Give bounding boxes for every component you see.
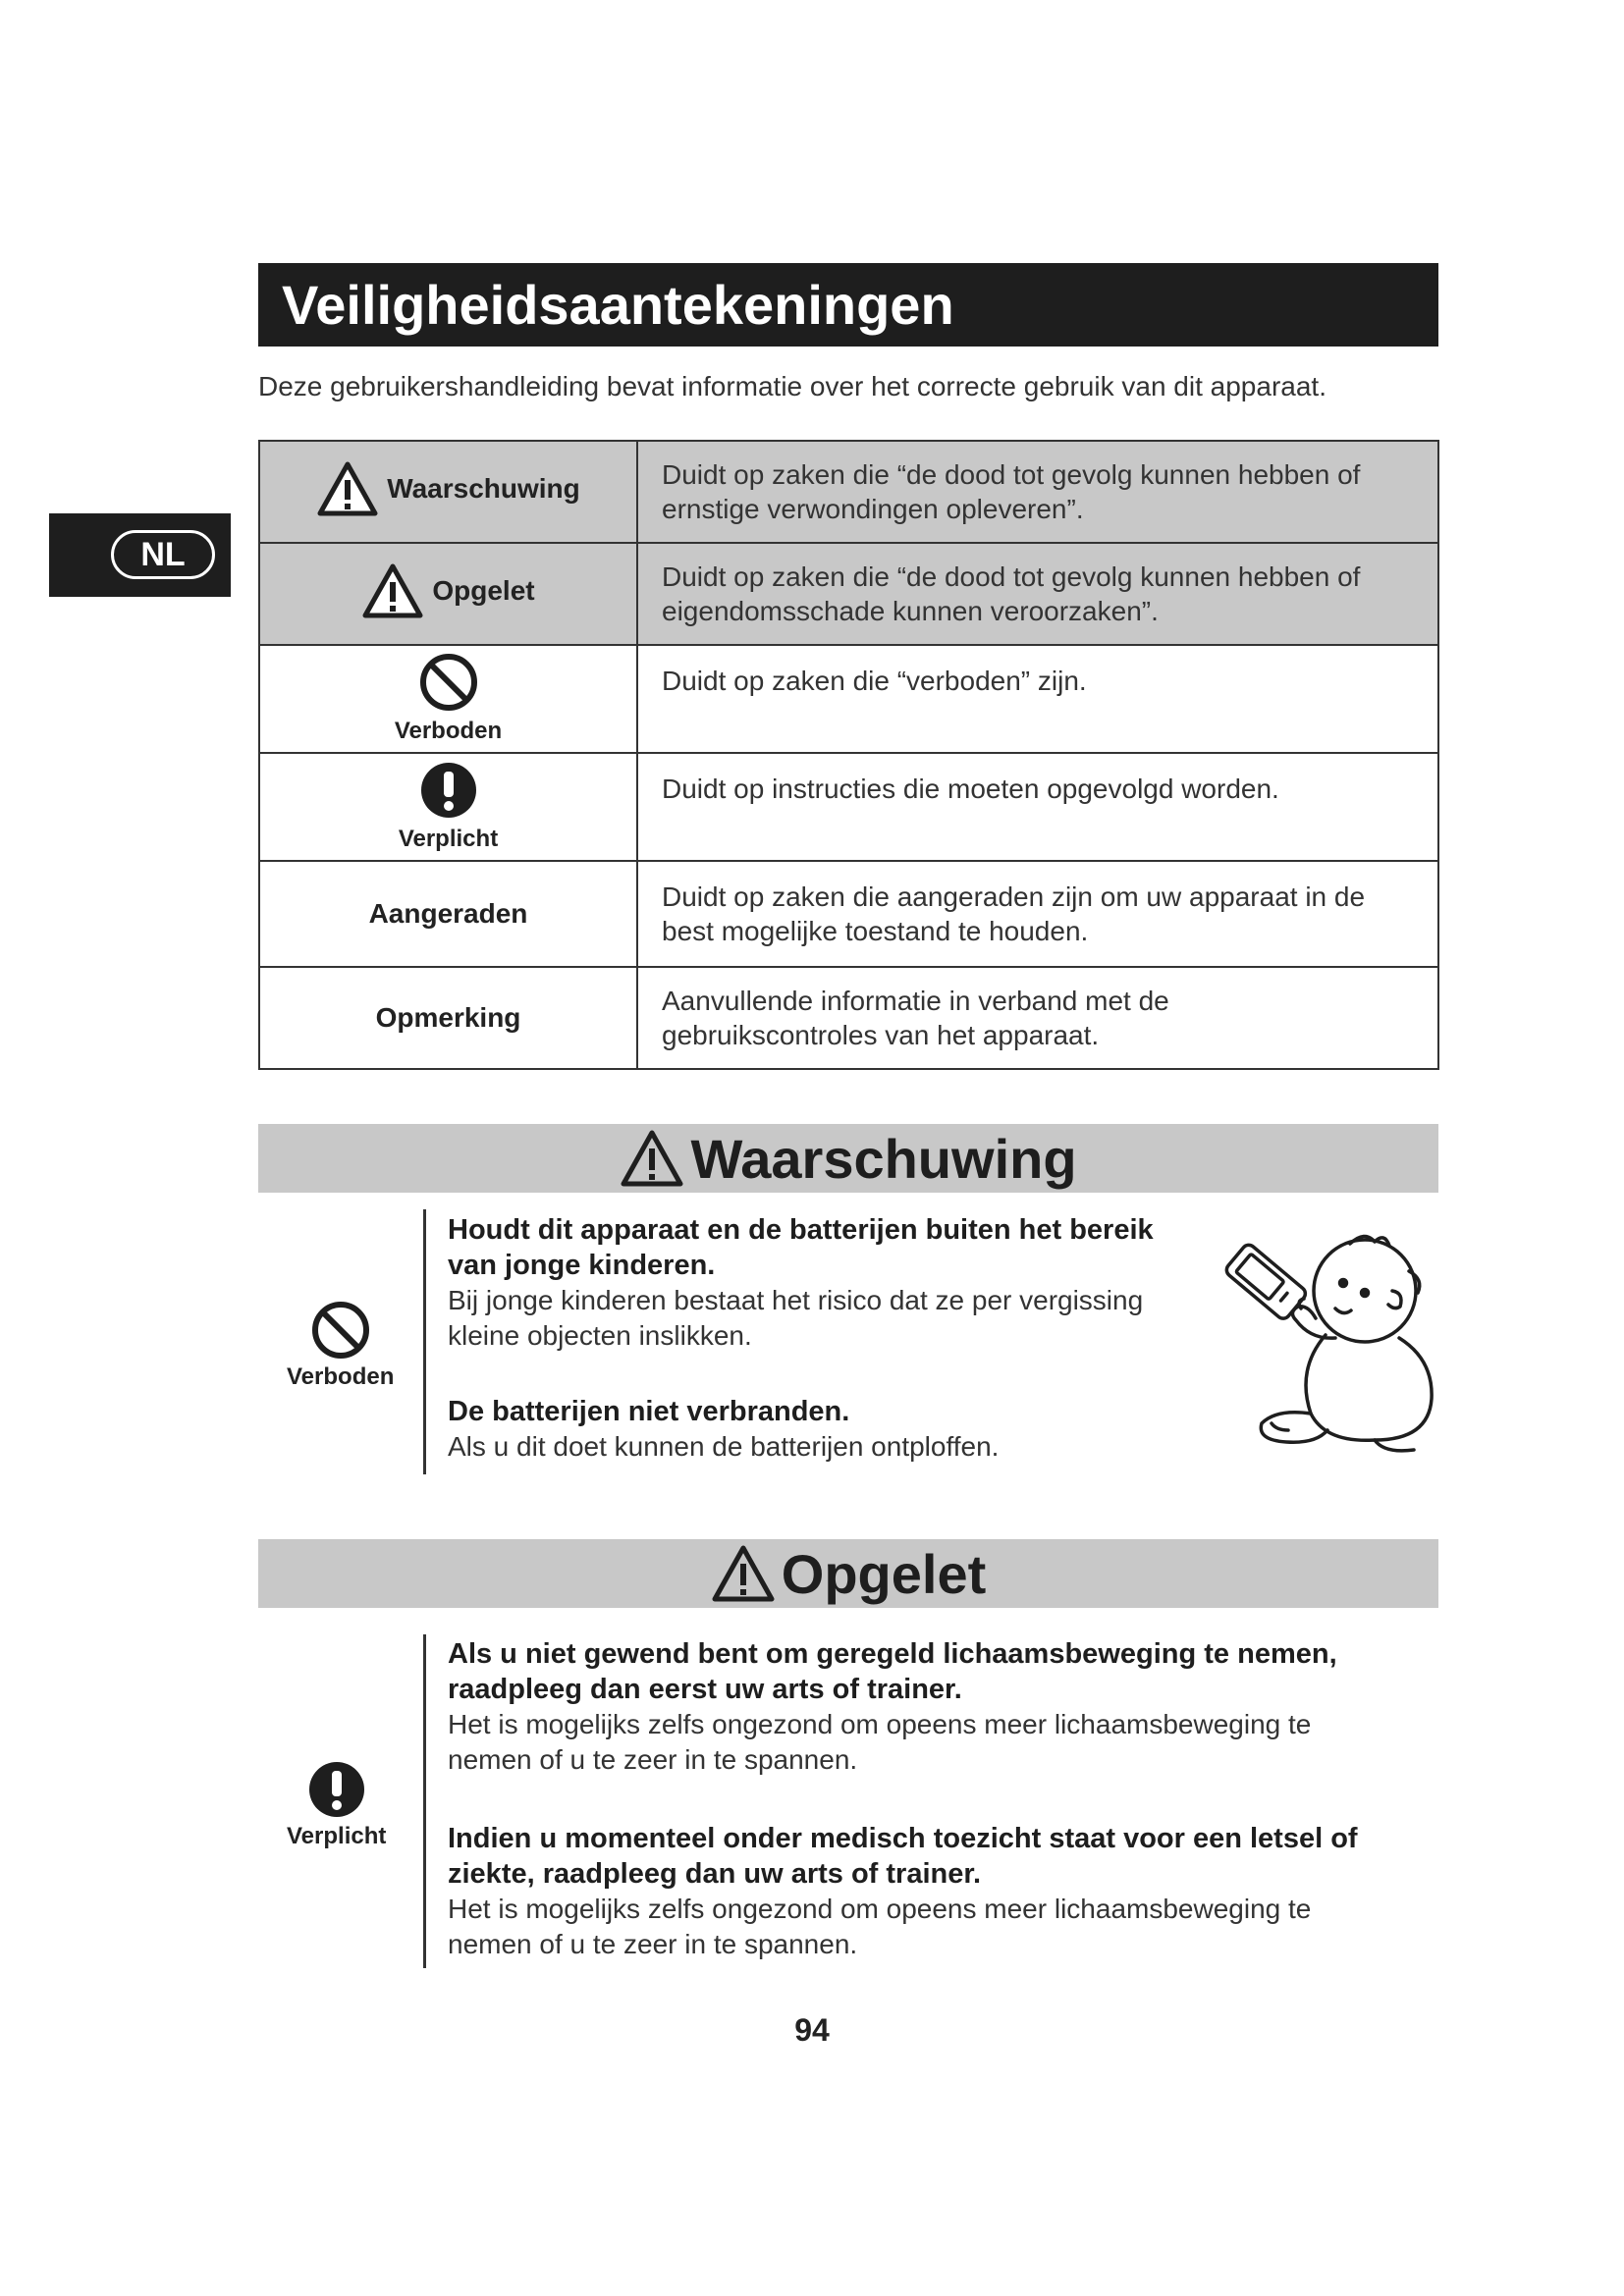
caution-item-title: ziekte, raadpleeg dan uw arts of trainer. bbox=[448, 1858, 982, 1890]
caution-item-title: raadpleeg dan eerst uw arts of trainer. bbox=[448, 1674, 962, 1705]
legend-desc-line: Duidt op zaken die “verboden” zijn. bbox=[662, 666, 1087, 696]
caution-item-text: Het is mogelijks zelfs ongezond om opeens meer lichaamsbeweging te bbox=[448, 1709, 1312, 1739]
legend-row-warning bbox=[259, 441, 1438, 543]
warning-item-children bbox=[448, 1212, 1214, 1354]
legend-desc-line: Aanvullende informatie in verband met de bbox=[662, 986, 1169, 1016]
legend-desc-cell bbox=[637, 543, 1438, 645]
warning-item-text: Bij jonge kinderen bestaat het risico dat ze per vergissing bbox=[448, 1285, 1144, 1315]
caution-item-text: nemen of u te zeer in te spannen. bbox=[448, 1744, 858, 1775]
divider-line bbox=[423, 1634, 426, 1968]
legend-label: Verplicht bbox=[398, 826, 499, 852]
caution-item-title: Indien u momenteel onder medisch toezicht staat voor een letsel of bbox=[448, 1823, 1358, 1854]
legend-label-cell bbox=[259, 441, 637, 543]
warning-section-header bbox=[258, 1124, 1438, 1193]
caution-item-exercise bbox=[448, 1636, 1380, 1778]
caution-heading: Opgelet bbox=[781, 1542, 987, 1605]
legend-desc-cell bbox=[637, 441, 1438, 543]
mandatory-icon bbox=[419, 761, 478, 820]
intro-text: Deze gebruikershandleiding bevat informatie over het correcte gebruik van dit apparaat. bbox=[258, 371, 1326, 401]
legend-desc-cell bbox=[637, 861, 1438, 967]
legend-row-caution bbox=[259, 543, 1438, 645]
warning-heading: Waarschuwing bbox=[690, 1127, 1077, 1190]
baby-illustration bbox=[1218, 1222, 1443, 1458]
legend-desc-line: ernstige verwondingen opleveren”. bbox=[662, 494, 1084, 524]
warning-item-text: kleine objecten inslikken. bbox=[448, 1320, 752, 1351]
mandatory-marker bbox=[287, 1760, 386, 1850]
warning-triangle-icon bbox=[620, 1129, 684, 1188]
legend-desc-line: Duidt op zaken die “de dood tot gevolg kunnen hebben of bbox=[662, 459, 1361, 490]
legend-desc-line: Duidt op instructies die moeten opgevolgd worden. bbox=[662, 774, 1279, 804]
prohibited-icon bbox=[311, 1301, 370, 1360]
legend-desc-line: Duidt op zaken die aangeraden zijn om uw apparaat in de bbox=[662, 881, 1366, 912]
legend-label-cell bbox=[259, 543, 637, 645]
legend-label-cell bbox=[259, 967, 637, 1069]
divider-line bbox=[423, 1209, 426, 1474]
legend-label-cell bbox=[259, 753, 637, 861]
caution-section-header bbox=[258, 1539, 1438, 1608]
legend-desc-line: eigendomsschade kunnen veroorzaken”. bbox=[662, 596, 1159, 626]
caution-item-text: Het is mogelijks zelfs ongezond om opeens meer lichaamsbeweging te bbox=[448, 1894, 1312, 1924]
legend-desc-line: best mogelijke toestand te houden. bbox=[662, 916, 1089, 946]
prohibited-marker bbox=[287, 1301, 394, 1391]
language-tab bbox=[49, 513, 231, 597]
legend-label-cell bbox=[259, 861, 637, 967]
prohibited-label: Verboden bbox=[287, 1363, 395, 1390]
legend-desc-cell bbox=[637, 645, 1438, 753]
legend-desc-cell bbox=[637, 753, 1438, 861]
legend-label: Waarschuwing bbox=[387, 472, 580, 504]
legend-row-prohibited bbox=[259, 645, 1438, 753]
legend-table bbox=[258, 440, 1439, 1070]
legend-desc-line: gebruikscontroles van het apparaat. bbox=[662, 1020, 1100, 1050]
warning-triangle-icon bbox=[361, 562, 424, 619]
warning-item-title: De batterijen niet verbranden. bbox=[448, 1396, 850, 1427]
prohibited-icon bbox=[419, 653, 478, 712]
legend-desc-cell bbox=[637, 967, 1438, 1069]
legend-label: Opmerking bbox=[375, 1002, 521, 1033]
caution-item-text: nemen of u te zeer in te spannen. bbox=[448, 1929, 858, 1959]
page-number: 94 bbox=[794, 2012, 830, 2048]
mandatory-label: Verplicht bbox=[287, 1823, 387, 1849]
legend-label-cell bbox=[259, 645, 637, 753]
mandatory-icon bbox=[307, 1760, 366, 1819]
legend-row-note bbox=[259, 967, 1438, 1069]
language-label: NL bbox=[111, 530, 215, 579]
legend-label: Opgelet bbox=[432, 574, 535, 606]
warning-triangle-icon bbox=[316, 460, 379, 517]
page-title: Veiligheidsaantekeningen bbox=[258, 263, 1438, 347]
legend-row-mandatory bbox=[259, 753, 1438, 861]
warning-item-title: van jonge kinderen. bbox=[448, 1250, 716, 1281]
legend-desc-line: Duidt op zaken die “de dood tot gevolg kunnen hebben of bbox=[662, 561, 1361, 592]
caution-item-medical bbox=[448, 1821, 1380, 1962]
legend-label: Verboden bbox=[394, 718, 503, 744]
warning-item-title: Houdt dit apparaat en de batterijen buiten het bereik bbox=[448, 1214, 1154, 1246]
warning-item-text: Als u dit doet kunnen de batterijen ontploffen. bbox=[448, 1431, 1000, 1462]
legend-row-recommended bbox=[259, 861, 1438, 967]
warning-triangle-icon bbox=[711, 1544, 776, 1603]
legend-label: Aangeraden bbox=[368, 898, 528, 929]
caution-item-title: Als u niet gewend bent om geregeld lichaamsbeweging te nemen, bbox=[448, 1638, 1337, 1670]
warning-item-batteries bbox=[448, 1394, 1214, 1465]
